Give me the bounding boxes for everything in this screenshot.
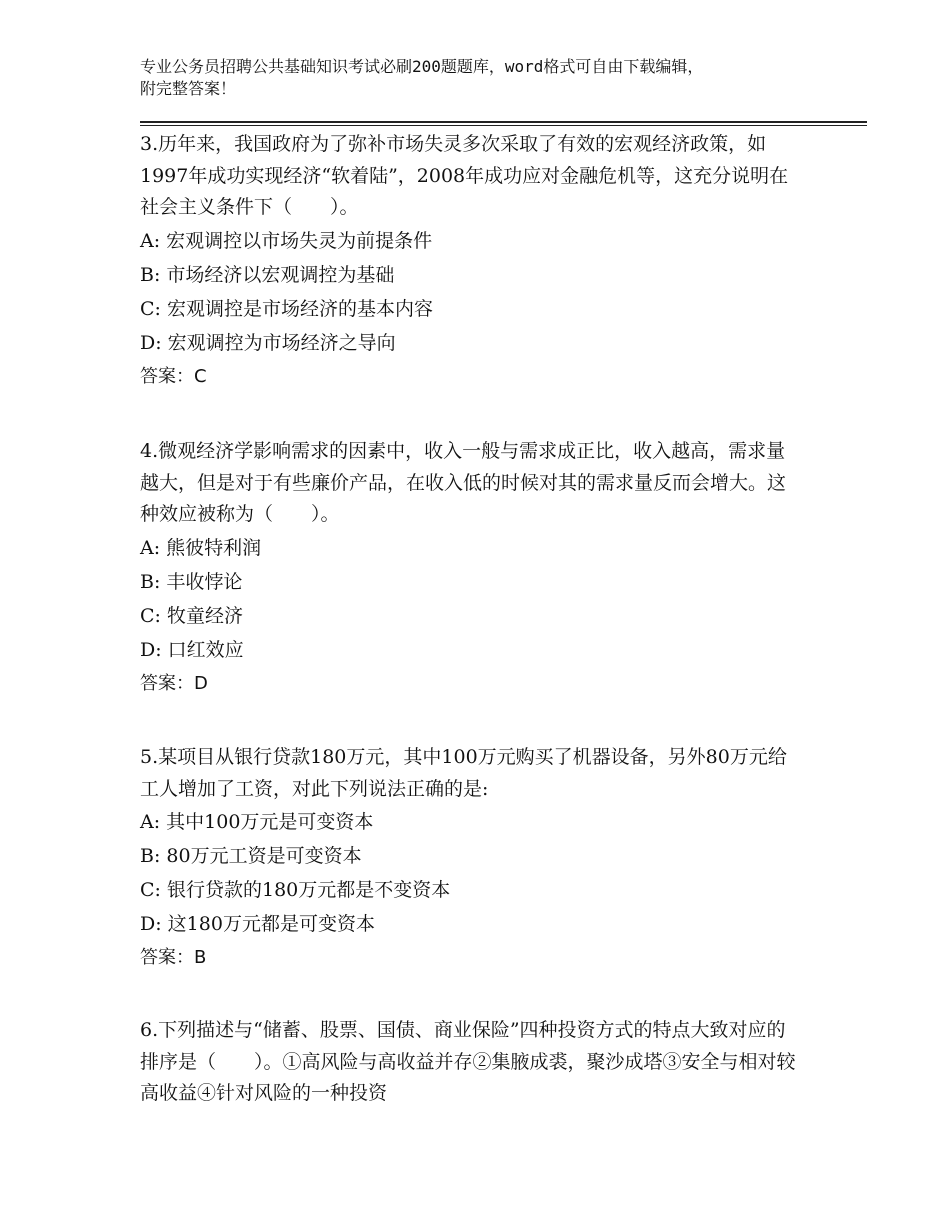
option-a: A: 熊彼特利润 xyxy=(140,536,262,559)
question-6 xyxy=(140,1015,800,1110)
option-c: C: 牧童经济 xyxy=(140,604,243,627)
answer: 答案：D xyxy=(140,672,208,694)
question-stem: 3.历年来，我国政府为了弥补市场失灵多次采取了有效的宏观经济政策，如1997年成功实现经济“软着陆”，2008年成功应对金融危机等，这充分说明在社会主义条件下（ ）。 xyxy=(140,133,789,218)
question-stem: 5.某项目从银行贷款180万元，其中100万元购买了机器设备，另外80万元给工人增加了工资，对此下列说法正确的是: xyxy=(140,746,787,800)
option-b: B: 80万元工资是可变资本 xyxy=(140,845,362,867)
option-d: D: 口红效应 xyxy=(140,638,244,661)
question-3 xyxy=(140,129,800,394)
question-stem: 4.微观经济学影响需求的因素中，收入一般与需求成正比，收入越高，需求量越大，但是对于有些廉价产品，在收入低的时候对其的需求量反而会增大。这种效应被称为（ ）。 xyxy=(140,440,787,525)
question-stem: 6.下列描述与“储蓄、股票、国债、商业保险”四种投资方式的特点大致对应的排序是（ ）。①高风险与高收益并存②集腋成裘，聚沙成塔③安全与相对较高收益④针对风险的一种投资 xyxy=(140,1019,796,1104)
answer: 答案：C xyxy=(140,365,207,387)
answer: 答案：B xyxy=(140,947,207,968)
question-5 xyxy=(140,742,800,975)
header-rule-thick xyxy=(140,121,867,123)
option-b: B: 丰收悖论 xyxy=(140,570,243,593)
header-rule-thin xyxy=(140,125,867,126)
option-c: C: 银行贷款的180万元都是不变资本 xyxy=(140,879,451,901)
option-a: A: 宏观调控以市场失灵为前提条件 xyxy=(140,229,433,252)
question-4 xyxy=(140,436,800,701)
option-d: D: 宏观调控为市场经济之导向 xyxy=(140,331,396,354)
option-b: B: 市场经济以宏观调控为基础 xyxy=(140,263,395,286)
option-c: C: 宏观调控是市场经济的基本内容 xyxy=(140,297,433,320)
option-d: D: 这180万元都是可变资本 xyxy=(140,913,375,935)
option-a: A: 其中100万元是可变资本 xyxy=(140,811,374,833)
header-line-1: 专业公务员招聘公共基础知识考试必刷200题题库，word格式可自由下载编辑， xyxy=(140,57,704,76)
page-header xyxy=(140,56,800,100)
header-line-2: 附完整答案！ xyxy=(140,79,237,98)
